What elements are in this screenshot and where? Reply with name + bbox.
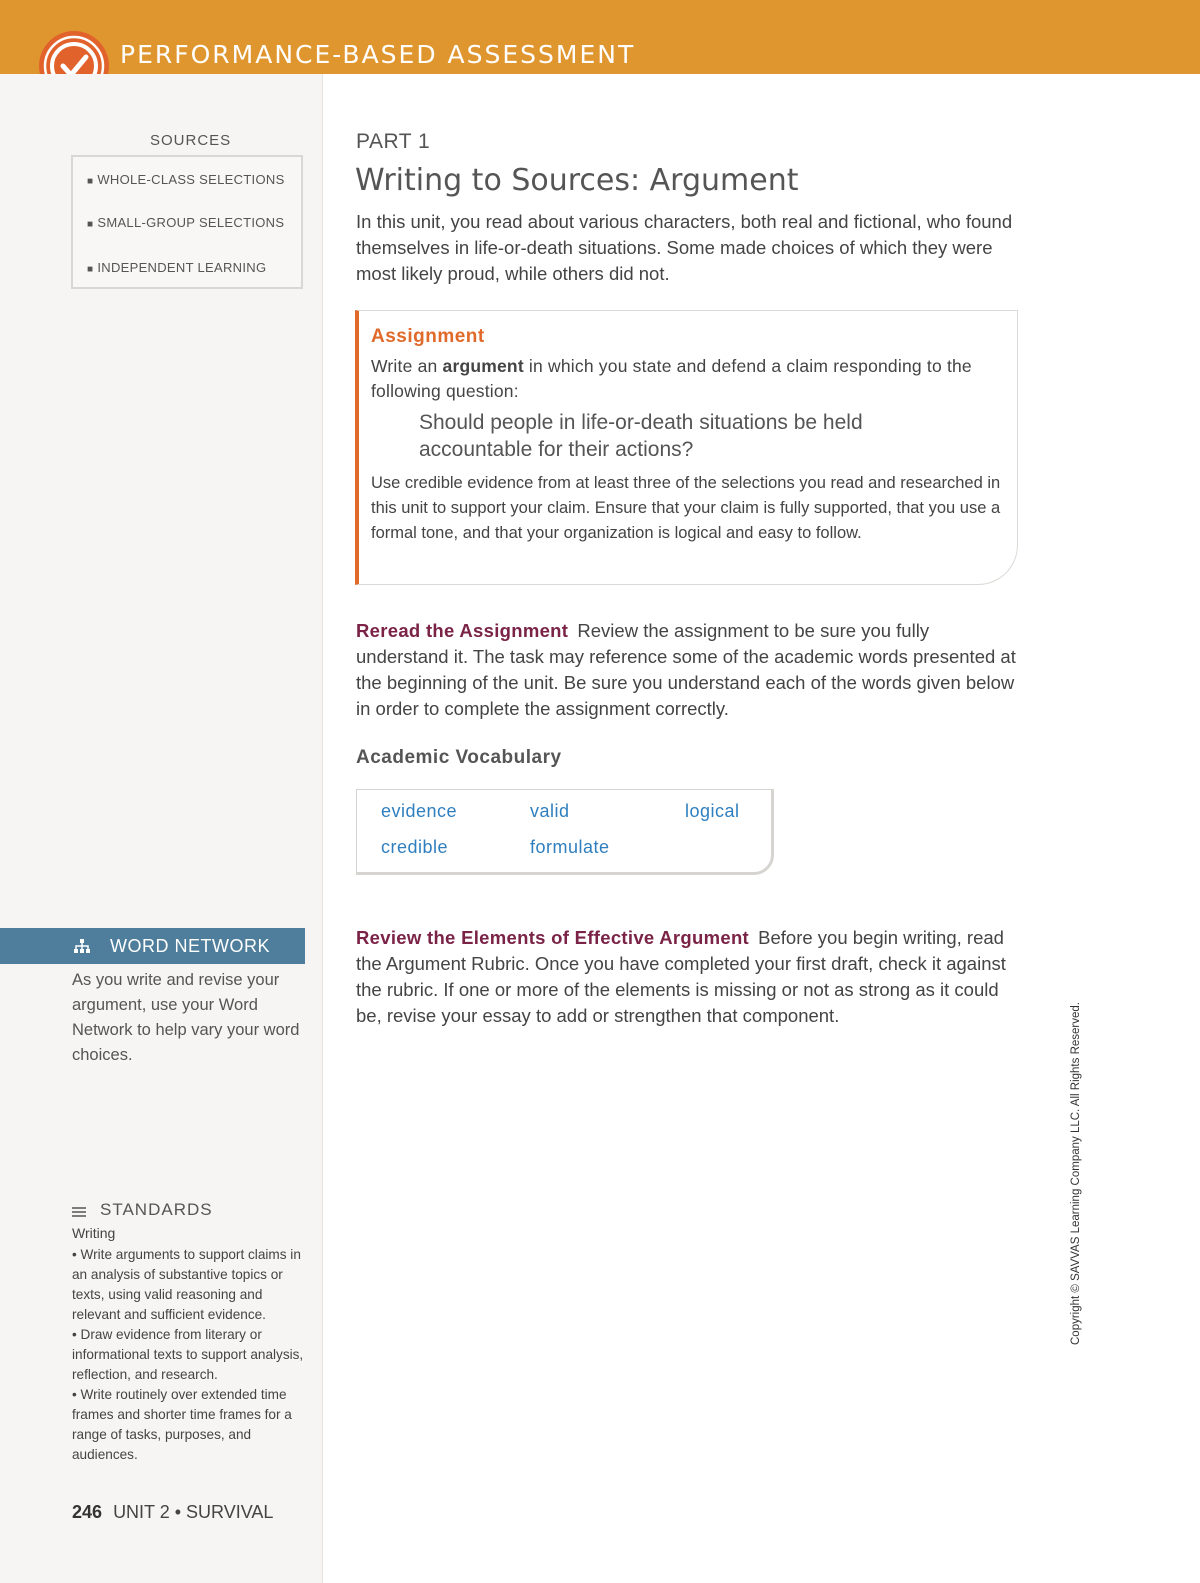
review-lead: Review the Elements of Effective Argument [356,927,750,948]
vocab-word: credible [381,837,449,857]
unit-label: UNIT 2 • SURVIVAL [113,1502,274,1522]
page-footer [72,1502,273,1523]
sources-heading: SOURCES [150,132,232,149]
assignment-box [355,310,1018,585]
word-network-title: WORD NETWORK [110,936,270,956]
copyright-notice: Copyright © SAVVAS Learning Company LLC. All Rights Reserved. [1070,1002,1082,1345]
word-network-text: As you write and revise your argument, use your Word Network to help vary your word choices. [72,971,300,1064]
reread-paragraph: Reread the Assignment Review the assignment to be sure you fully understand it. The task may reference some of the academic words presented at the beginning of the unit. Be sure you understand each of the words given below in order to complete the assignment correctly. [356,620,1016,719]
page-title: Writing to Sources: Argument [355,163,799,198]
standards-list [72,1245,304,1465]
vocab-box [356,789,774,875]
source-item-small-group[interactable]: ■ SMALL-GROUP SELECTIONS [87,215,285,230]
header-title: PERFORMANCE-BASED ASSESSMENT [120,40,636,69]
source-item-whole-class[interactable]: ■ WHOLE-CLASS SELECTIONS [87,172,285,187]
argument-term: argument [442,356,524,376]
assignment-question: Should people in life-or-death situations be held accountable for their actions? [419,411,863,461]
standard-item: • Draw evidence from literary or informational texts to support analysis, reflection, and research. [72,1327,304,1382]
vocab-word: formulate [530,837,610,857]
bullet-icon: ■ [87,219,94,230]
vocab-word: valid [530,801,570,821]
vocab-word: logical [685,801,740,821]
part-label: PART 1 [356,130,431,153]
list-icon [72,1206,86,1218]
vocab-word: evidence [381,801,458,821]
standards-subheading: Writing [72,1225,116,1241]
page-number: 246 [72,1502,103,1522]
source-item-independent[interactable]: ■ INDEPENDENT LEARNING [87,260,267,275]
assignment-text: Write an argument in which you state and defend a claim responding to the following question: [371,356,972,401]
word-network-bar [0,928,305,964]
reread-lead: Reread the Assignment [356,620,569,641]
standard-item: • Write arguments to support claims in an analysis of substantive topics or texts, using valid reasoning and relevant and sufficient evidence. [72,1247,301,1322]
vocab-heading: Academic Vocabulary [356,747,562,768]
assignment-heading: Assignment [371,326,485,347]
bullet-icon: ■ [87,176,94,187]
standard-item: • Write routinely over extended time frames and shorter time frames for a range of tasks, purposes, and audiences. [72,1387,292,1462]
standards-heading: STANDARDS [100,1200,213,1219]
network-icon [74,939,90,953]
assignment-instructions: Use credible evidence from at least three of the selections you read and researched in this unit to support your claim. Ensure that your claim is fully supported, that you use a formal tone, and that your organization is logical and easy to follow. [371,474,1001,542]
bullet-icon: ■ [87,264,94,275]
intro-paragraph: In this unit, you read about various characters, both real and fictional, who found themselves in life-or-death situations. Some made choices of which they were most likely proud, while others did not. [356,211,1013,284]
review-paragraph: Review the Elements of Effective Argument Before you begin writing, read the Argument Rubric. Once you have completed your first draft, check it against the rubric. If one or more of the elements is missing or not as strong as it could be, revise your essay to add or strengthen that component. [356,927,1006,1026]
sources-box [71,155,303,289]
